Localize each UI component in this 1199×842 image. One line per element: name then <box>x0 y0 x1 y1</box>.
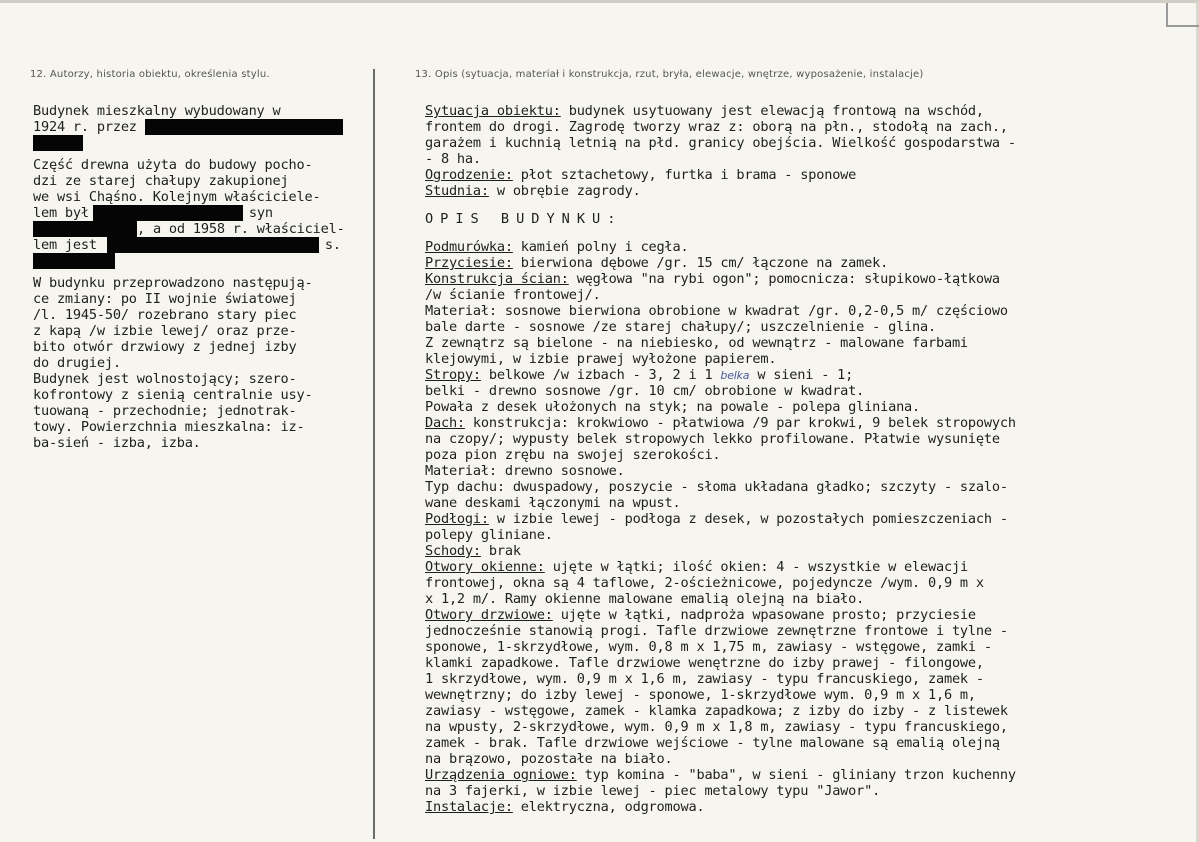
section-title: OPIS BUDYNKU: <box>425 211 623 227</box>
text-line: /w ścianie frontowej/. <box>425 287 601 303</box>
section-label: Sytuacja obiektu: <box>425 103 561 119</box>
text-line <box>425 543 1190 559</box>
text-line <box>425 767 1190 783</box>
text-line: poza pion zrębu na swojej szerokości. <box>425 447 721 463</box>
text-fragment: typ komina - "baba", w sieni - gliniany trzon kuchenny <box>576 767 1016 783</box>
text-line: Budynek jest wolnostojący; szero- <box>33 371 297 387</box>
section-label: Konstrukcja ścian: <box>425 271 569 287</box>
text-line: kofrontowy z sienią centralnie usy- <box>33 387 313 403</box>
text-line <box>425 511 1190 527</box>
text-line: zawiasy - wstęgowe, zamek - klamka zapadkowa; z izby do izby - z listewek <box>425 703 1008 719</box>
text-fragment: w izbie lewej - podłoga z desek, w pozostałych pomieszczeniach - <box>488 511 1008 527</box>
text-line: Materiał: sosnowe bierwiona obrobione w kwadrat /gr. 0,2-0,5 m/ częściowo <box>425 303 1008 319</box>
text-fragment: ujęte w łątki, nadproża wpasowane prosto; przyciesie <box>552 607 976 623</box>
text-line <box>425 167 1190 183</box>
section-label: Studnia: <box>425 183 489 199</box>
text-line: na brązowo, pozostałe na biało. <box>425 751 673 767</box>
text-line: dzi ze starej chałupy zakupionej <box>33 173 289 189</box>
text-line <box>425 239 1190 255</box>
text-line <box>425 415 1190 431</box>
section-label: Podmurówka: <box>425 239 513 255</box>
text-line <box>33 119 368 135</box>
text-line: bale darte - sosnowe /ze starej chałupy/; uszczelnienie - glina. <box>425 319 936 335</box>
text-fragment: budynek usytuowany jest elewacją frontową na wschód, <box>560 103 984 119</box>
text-fragment: kamień polny i cegła. <box>512 239 689 255</box>
text-line: wane deskami łączonymi na wpust. <box>425 495 681 511</box>
text-fragment: s. <box>324 237 341 253</box>
text-line: frontowej, okna są 4 taflowe, 2-ościeżnicowe, pojedyncze /wym. 0,9 m x <box>425 575 984 591</box>
text-line <box>33 221 368 237</box>
text-line: zamek - brak. Tafle drzwiowe wejściowe - tylne malowane są emalią olejną <box>425 735 1000 751</box>
redaction-block <box>93 205 243 221</box>
text-line: do drugiej. <box>33 355 121 371</box>
text-line: we wsi Chąśno. Kolejnym właściciele- <box>33 189 321 205</box>
description-column <box>425 103 1190 815</box>
redaction-block <box>107 237 319 253</box>
text-fragment: w sieni - 1; <box>749 367 854 383</box>
section-label: Otwory okienne: <box>425 559 545 575</box>
text-line: tuowaną - przechodnie; jednotrak- <box>33 403 297 419</box>
text-fragment: węgłowa "na rybi ogon"; pomocnicza: słupikowo-łątkowa <box>568 271 1000 287</box>
section-label: Przyciesie: <box>425 255 513 271</box>
text-line: Typ dachu: dwuspadowy, poszycie - słoma układana gładko; szczyty - szalo- <box>425 479 1008 495</box>
text-fragment: w obrębie zagrody. <box>488 183 641 199</box>
text-line: wewnętrzny; do izby lewej - sponowe, 1-skrzydłowe wym. 0,9 m x 1,6 m, <box>425 687 976 703</box>
text-line <box>425 799 1190 815</box>
text-line: garażem i kuchnią letnią na płd. granicy obejścia. Wielkość gospodarstwa - <box>425 135 1016 151</box>
redaction-block <box>33 253 115 269</box>
text-line: towy. Powierzchnia mieszkalna: iz- <box>33 419 305 435</box>
text-line: - 8 ha. <box>425 151 481 167</box>
text-line <box>33 237 368 253</box>
text-fragment: płot sztachetowy, furtka i brama - sponowe <box>512 167 857 183</box>
right-column-header: 13. Opis (sytuacja, materiał i konstrukcja, rzut, bryła, elewacje, wnętrze, wyposażenie, instalacje) <box>415 69 924 80</box>
text-fragment: lem był <box>33 205 89 221</box>
section-label: Dach: <box>425 415 465 431</box>
text-line <box>425 255 1190 271</box>
text-line: Materiał: drewno sosnowe. <box>425 463 625 479</box>
section-label: Urządzenia ogniowe: <box>425 767 577 783</box>
text-fragment: belkowe /w izbach - 3, 2 i 1 <box>480 367 713 383</box>
section-label: Podłogi: <box>425 511 489 527</box>
text-line <box>425 183 1190 199</box>
section-label: Otwory drzwiowe: <box>425 607 553 623</box>
text-line: W budynku przeprowadzono następują- <box>33 275 313 291</box>
text-line <box>425 271 1190 287</box>
corner-mark <box>1166 3 1199 27</box>
text-line: Część drewna użyta do budowy pocho- <box>33 157 313 173</box>
text-line: bito otwór drzwiowy z jednej izby <box>33 339 297 355</box>
text-line <box>33 135 368 151</box>
text-fragment: elektryczna, odgromowa. <box>512 799 705 815</box>
text-fragment: konstrukcja: krokwiowo - płatwiowa /9 par krokwi, 9 belek stropowych <box>464 415 1016 431</box>
section-label: Instalacje: <box>425 799 513 815</box>
text-line: na czopy/; wypusty belek stropowych lekko profilowane. Płatwie wysunięte <box>425 431 1000 447</box>
text-fragment: ujęte w łątki; ilość okien: 4 - wszystkie w elewacji <box>544 559 968 575</box>
redaction-block <box>33 221 137 237</box>
text-line <box>425 367 1190 383</box>
text-fragment: brak <box>480 543 521 559</box>
text-fragment: bierwiona dębowe /gr. 15 cm/ łączone na zamek. <box>512 255 889 271</box>
left-column-header: 12. Autorzy, historia obiektu, określenia stylu. <box>30 69 270 80</box>
section-label: Ogrodzenie: <box>425 167 513 183</box>
redaction-block <box>145 119 343 135</box>
text-fragment: lem jest <box>33 237 97 253</box>
text-line: frontem do drogi. Zagrodę tworzy wraz z: oborą na płn., stodołą na zach., <box>425 119 1008 135</box>
text-line: Powała z desek ułożonych na styk; na powale - polepa gliniana. <box>425 399 921 415</box>
text-line: na wpusty, 2-skrzydłowe, wym. 0,9 m x 1,8 m, zawiasy - typu francuskiego, <box>425 719 1008 735</box>
text-fragment: syn <box>248 205 273 221</box>
text-fragment: , a od 1958 r. właściciel- <box>137 221 345 237</box>
text-line: 1 skrzydłowe, wym. 0,9 m x 1,6 m, zawiasy - typu francuskiego, zamek - <box>425 671 984 687</box>
column-divider <box>373 69 375 839</box>
text-line: na 3 fajerki, w izbie lewej - piec metalowy typu "Jawor". <box>425 783 881 799</box>
history-column <box>33 103 368 451</box>
handwritten-note: belka <box>720 369 750 382</box>
text-line <box>33 205 368 221</box>
text-line <box>33 253 368 269</box>
redaction-block <box>33 135 83 151</box>
text-line: Z zewnątrz są bielone - na niebiesko, od wewnątrz - malowane farbami <box>425 335 968 351</box>
text-line: x 1,2 m/. Ramy okienne malowane emalią olejną na biało. <box>425 591 865 607</box>
text-line: klejowymi, w izbie prawej wyłożone papierem. <box>425 351 777 367</box>
text-line: ba-sień - izba, izba. <box>33 435 201 451</box>
text-line: z kapą /w izbie lewej/ oraz prze- <box>33 323 297 339</box>
text-line <box>425 559 1190 575</box>
section-label: Stropy: <box>425 367 481 383</box>
text-line: ce zmiany: po II wojnie światowej <box>33 291 297 307</box>
section-label: Schody: <box>425 543 481 559</box>
text-fragment: 1924 r. przez <box>33 119 137 135</box>
text-line: sponowe, 1-skrzydłowe, wym. 0,8 m x 1,75 m, zawiasy - wstęgowe, zamki - <box>425 639 992 655</box>
text-line: Budynek mieszkalny wybudowany w <box>33 103 281 119</box>
text-line: jednocześnie stanowią progi. Tafle drzwiowe zewnętrzne frontowe i tylne - <box>425 623 1008 639</box>
text-line <box>425 103 1190 119</box>
text-line: belki - drewno sosnowe /gr. 10 cm/ obrobione w kwadrat. <box>425 383 865 399</box>
text-line <box>425 607 1190 623</box>
text-line: klamki zapadkowe. Tafle drzwiowe wenętrzne do izby prawej - filongowe, <box>425 655 984 671</box>
text-line: polepy gliniane. <box>425 527 553 543</box>
text-line: /l. 1945-50/ rozebrano stary piec <box>33 307 297 323</box>
